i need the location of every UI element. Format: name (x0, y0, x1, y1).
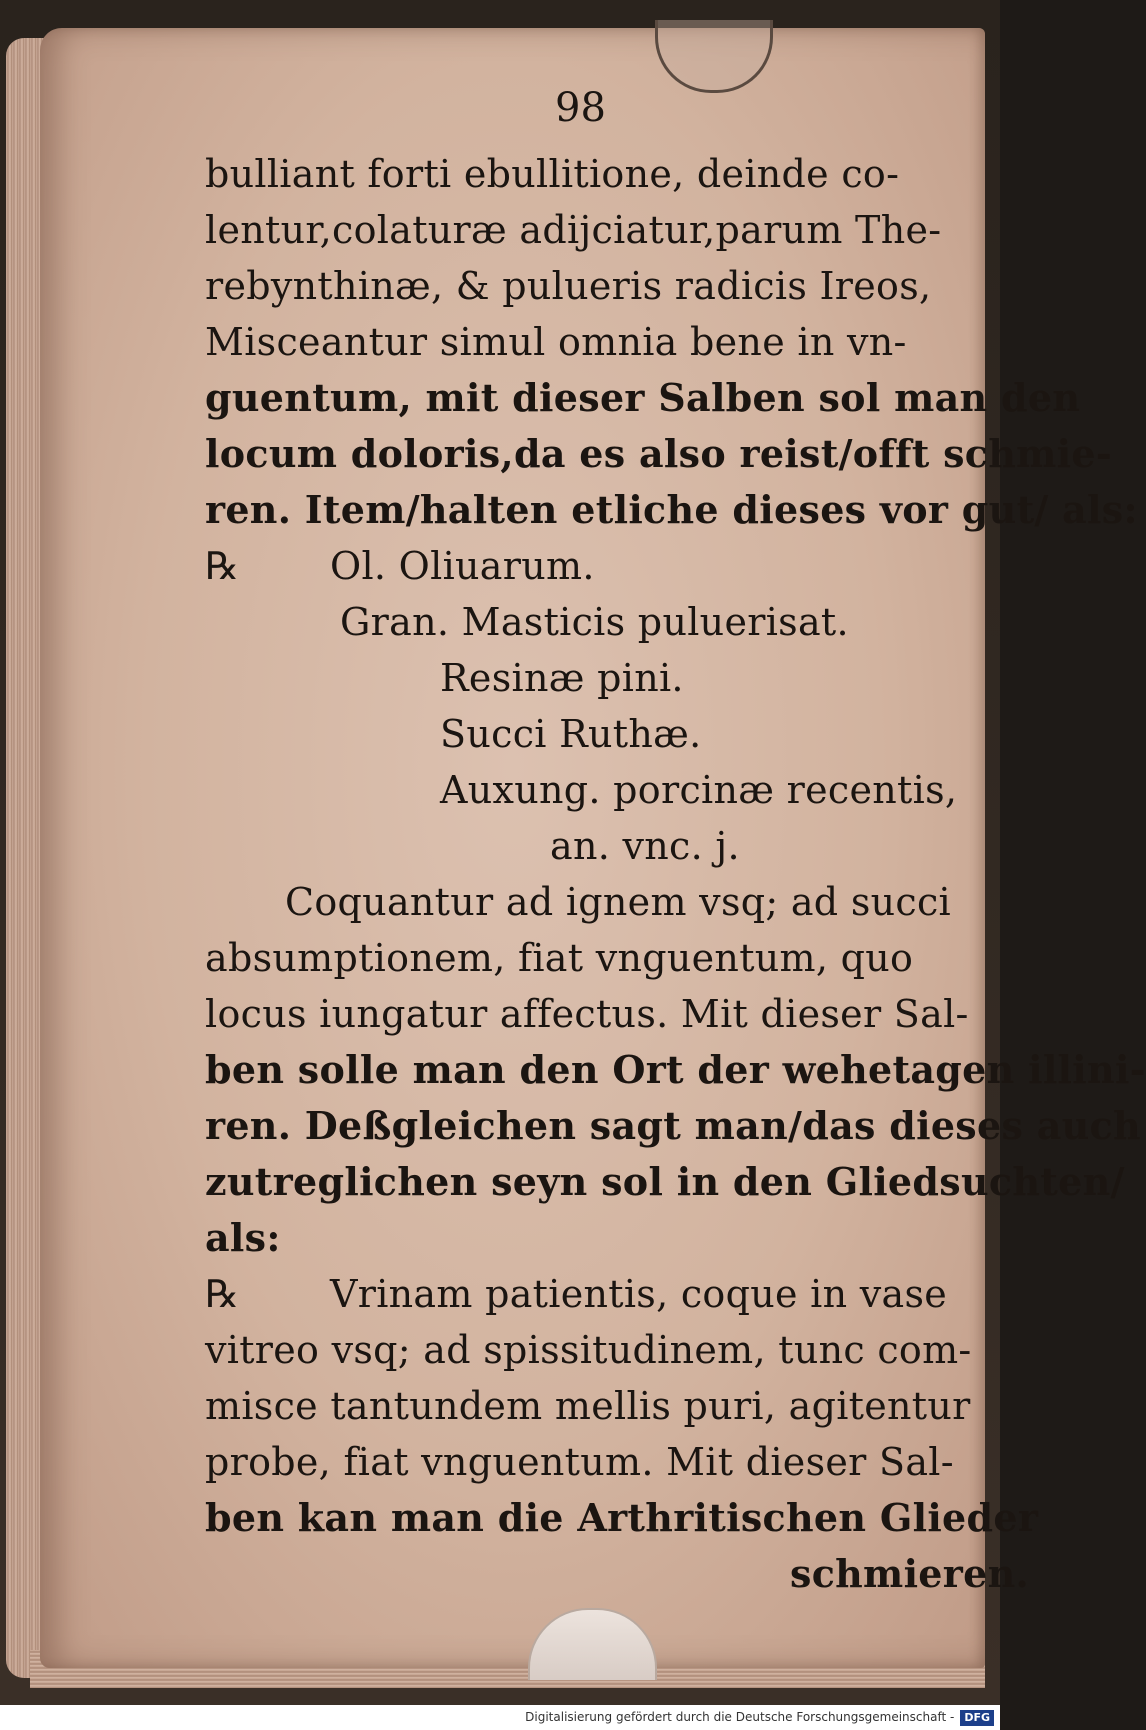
text-line: vitreo vsq; ad spissitudinem, tunc com- (205, 1328, 972, 1372)
text-line: locus iungatur affectus. Mit dieser Sal- (205, 992, 969, 1036)
text-line: ben solle man den Ort der wehetagen illini- (205, 1047, 1146, 1092)
footer-credit: Digitalisierung gefördert durch die Deutsche Forschungsgemeinschaft - (525, 1710, 955, 1724)
recipe-line (205, 1266, 980, 1322)
text-line: schmieren. (790, 1551, 1030, 1596)
text-line: bulliant forti ebullitione, deinde co- (205, 152, 900, 196)
recipe-item: Gran. Masticis puluerisat. (340, 600, 849, 644)
text-line: zutreglichen seyn sol in den Gliedsuchten/ (205, 1159, 1125, 1204)
recipe-item: Resinæ pini. (440, 656, 684, 700)
page-text (205, 90, 1146, 1602)
recipe-line (205, 538, 980, 594)
recipe-item: Ol. Oliuarum. (330, 544, 595, 588)
text-line: Coquantur ad ignem vsq; ad succi (285, 880, 952, 924)
recipe-item: Succi Ruthæ. (440, 712, 702, 756)
text-line: ben kan man die Arthritischen Glieder (205, 1495, 1039, 1540)
text-line: rebynthinæ, & pulueris radicis Ireos, (205, 264, 932, 308)
text-line: absumptionem, fiat vnguentum, quo (205, 936, 914, 980)
recipe-text: Vrinam patientis, coque in vase (330, 1272, 948, 1316)
text-line: ren. Item/halten etliche dieses vor gut/ als: (205, 487, 1138, 532)
recipe-item: an. vnc. j. (550, 824, 740, 868)
recipe-item: Auxung. porcinæ recentis, (440, 768, 958, 812)
footer-bar (0, 1705, 1000, 1730)
text-line: misce tantundem mellis puri, agitentur (205, 1384, 971, 1428)
text-line: ren. Deßgleichen sagt man/das dieses auch (205, 1103, 1141, 1148)
recipe-symbol: ℞ (205, 1272, 240, 1316)
page-number: 98 (555, 85, 606, 131)
text-line: locum doloris,da es also reist/offt schmie- (205, 431, 1112, 476)
recipe-symbol: ℞ (205, 544, 240, 588)
text-line: lentur,colaturæ adijciatur,parum The- (205, 208, 942, 252)
dfg-logo: DFG (960, 1710, 994, 1726)
text-line: als: (205, 1215, 281, 1260)
text-line: probe, fiat vnguentum. Mit dieser Sal- (205, 1440, 954, 1484)
text-line: Misceantur simul omnia bene in vn- (205, 320, 907, 364)
text-line: guentum, mit dieser Salben sol man den (205, 375, 1081, 420)
